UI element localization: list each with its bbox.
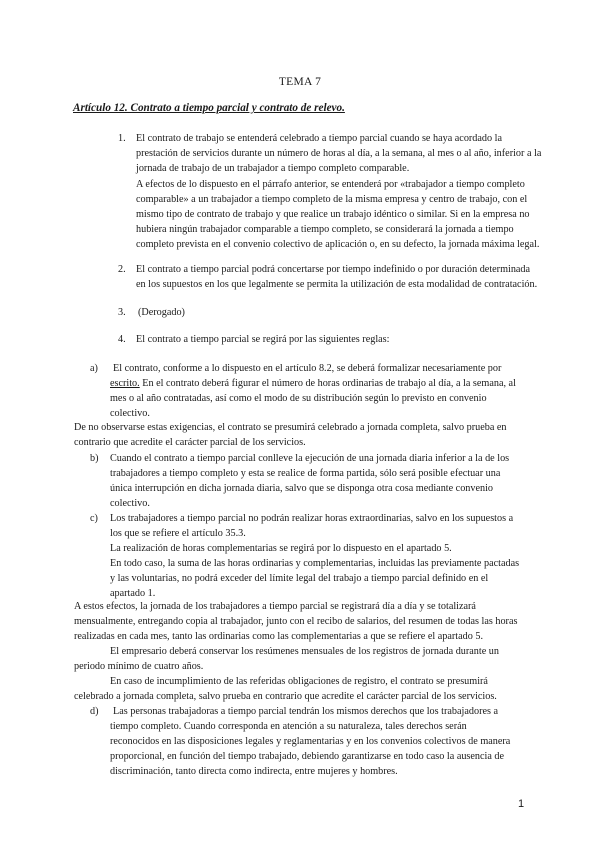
- paragraph-line: A estos efectos, la jornada de los trabajadores a tiempo parcial se registrará día a día y se totalizará: [74, 601, 476, 612]
- item-d-line: proporcional, en función del tiempo trabajado, debiendo garantizarse en todo caso la ausencia de: [110, 751, 505, 762]
- paragraph-line: mensualmente, entregando copia al trabajador, junto con el recibo de salarios, del resumen de todas las horas: [74, 616, 518, 627]
- item-c-line: apartado 1.: [110, 588, 156, 599]
- item1-line: prestación de servicios durante un número de horas al día, a la semana, al mes o al año, inferior a la: [136, 148, 542, 159]
- item-b-line: trabajadores a tiempo completo y esta se realice de forma partida, sólo será posible efectuar una: [110, 468, 501, 479]
- article-heading: Artículo 12. Contrato a tiempo parcial y contrato de relevo.: [73, 102, 345, 114]
- paragraph-line: De no observarse estas exigencias, el contrato se presumirá celebrado a jornada completa, salvo prueba en: [74, 422, 507, 433]
- paragraph-line: realizadas en cada mes, tanto las ordinarias como las complementarias a que se refiere el apartado 5.: [74, 631, 484, 642]
- item-c-line: Los trabajadores a tiempo parcial no podrán realizar horas extraordinarias, salvo en los supuestos a: [110, 513, 514, 524]
- page-title: TEMA 7: [278, 76, 322, 88]
- item-a-line: mes o al año contratadas, así como el modo de su distribución según lo previsto en convenio: [110, 393, 487, 404]
- item2-line: en los supuestos en los que legalmente se permita la utilización de esta modalidad de contratación.: [136, 279, 538, 290]
- item1-line: comparable» a un trabajador a tiempo completo de la misma empresa y centro de trabajo, con el: [136, 194, 528, 205]
- item-d-line: reconocidos en las disposiciones legales y reglamentarias y en los convenios colectivos de manera: [110, 736, 511, 747]
- item1-line: completo prevista en el convenio colectivo de aplicación o, en su defecto, la jornada máxima legal.: [136, 239, 540, 250]
- item1-line: A efectos de lo dispuesto en el párrafo anterior, se entenderá por «trabajador a tiempo completo: [136, 179, 525, 190]
- paragraph-line: celebrado a jornada completa, salvo prueba en contrario que acredite el carácter parcial de los servicios.: [74, 691, 497, 702]
- paragraph-line: El empresario deberá conservar los resúmenes mensuales de los registros de jornada durante un: [110, 646, 499, 657]
- list-marker-d: d): [90, 706, 99, 717]
- item-b-line: única interrupción en dicha jornada diaria, salvo que se disponga otra cosa mediante convenio: [110, 483, 494, 494]
- item-a-line: [110, 377, 516, 390]
- list-marker-a: a): [90, 363, 98, 374]
- item-c-line: En todo caso, la suma de las horas ordinarias y complementarias, incluidas las previamente pactadas: [110, 558, 520, 569]
- page-number: 1: [518, 798, 525, 810]
- item1-line: El contrato de trabajo se entenderá celebrado a tiempo parcial cuando se haya acordado la: [136, 133, 503, 144]
- item-c-line: La realización de horas complementarias se regirá por lo dispuesto en el apartado 5.: [110, 543, 452, 554]
- item1-line: mismo tipo de contrato de trabajo y que realice un trabajo idéntico o similar. Si en la empresa no: [136, 209, 530, 220]
- list-marker-c: c): [90, 513, 98, 524]
- list-marker-1: 1.: [118, 133, 126, 144]
- list-marker-b: b): [90, 453, 99, 464]
- paragraph-line: contrario que acredite el carácter parcial de los servicios.: [74, 437, 306, 448]
- item4-text: El contrato a tiempo parcial se regirá por las siguientes reglas:: [136, 334, 390, 345]
- item-c-line: y las voluntarias, no podrá exceder del límite legal del trabajo a tiempo parcial definido en el: [110, 573, 489, 584]
- item3-text: (Derogado): [138, 307, 185, 318]
- list-marker-2: 2.: [118, 264, 126, 275]
- item-a-line: El contrato, conforme a lo dispuesto en el artículo 8.2, se deberá formalizar necesariamente por: [113, 363, 502, 374]
- paragraph-line: En caso de incumplimiento de las referidas obligaciones de registro, el contrato se presumirá: [110, 676, 488, 687]
- item-c-line: los que se refiere el artículo 35.3.: [110, 528, 246, 539]
- item-d-line: discriminación, tanto directa como indirecta, entre mujeres y hombres.: [110, 766, 398, 777]
- item1-line: jornada de trabajo de un trabajador a tiempo completo comparable.: [136, 163, 410, 174]
- item-a-line: colectivo.: [110, 408, 150, 419]
- item-a-line-rest: En el contrato deberá figurar el número de horas ordinarias de trabajo al día, a la semana, al: [139, 378, 516, 389]
- list-marker-3: 3.: [118, 307, 126, 318]
- underlined-word: escrito.: [110, 378, 140, 389]
- item2-line: El contrato a tiempo parcial podrá concertarse por tiempo indefinido o por duración determinada: [136, 264, 531, 275]
- item-b-line: colectivo.: [110, 498, 150, 509]
- paragraph-line: periodo mínimo de cuatro años.: [74, 661, 204, 672]
- list-marker-4: 4.: [118, 334, 126, 345]
- item1-line: hubiera ningún trabajador comparable a tiempo completo, se considerará la jornada a tiempo: [136, 224, 514, 235]
- item-d-line: tiempo completo. Cuando corresponda en atención a su naturaleza, tales derechos serán: [110, 721, 467, 732]
- item-d-line: Las personas trabajadoras a tiempo parcial tendrán los mismos derechos que los trabajadores a: [113, 706, 499, 717]
- item-b-line: Cuando el contrato a tiempo parcial conlleve la ejecución de una jornada diaria inferior a la de los: [110, 453, 510, 464]
